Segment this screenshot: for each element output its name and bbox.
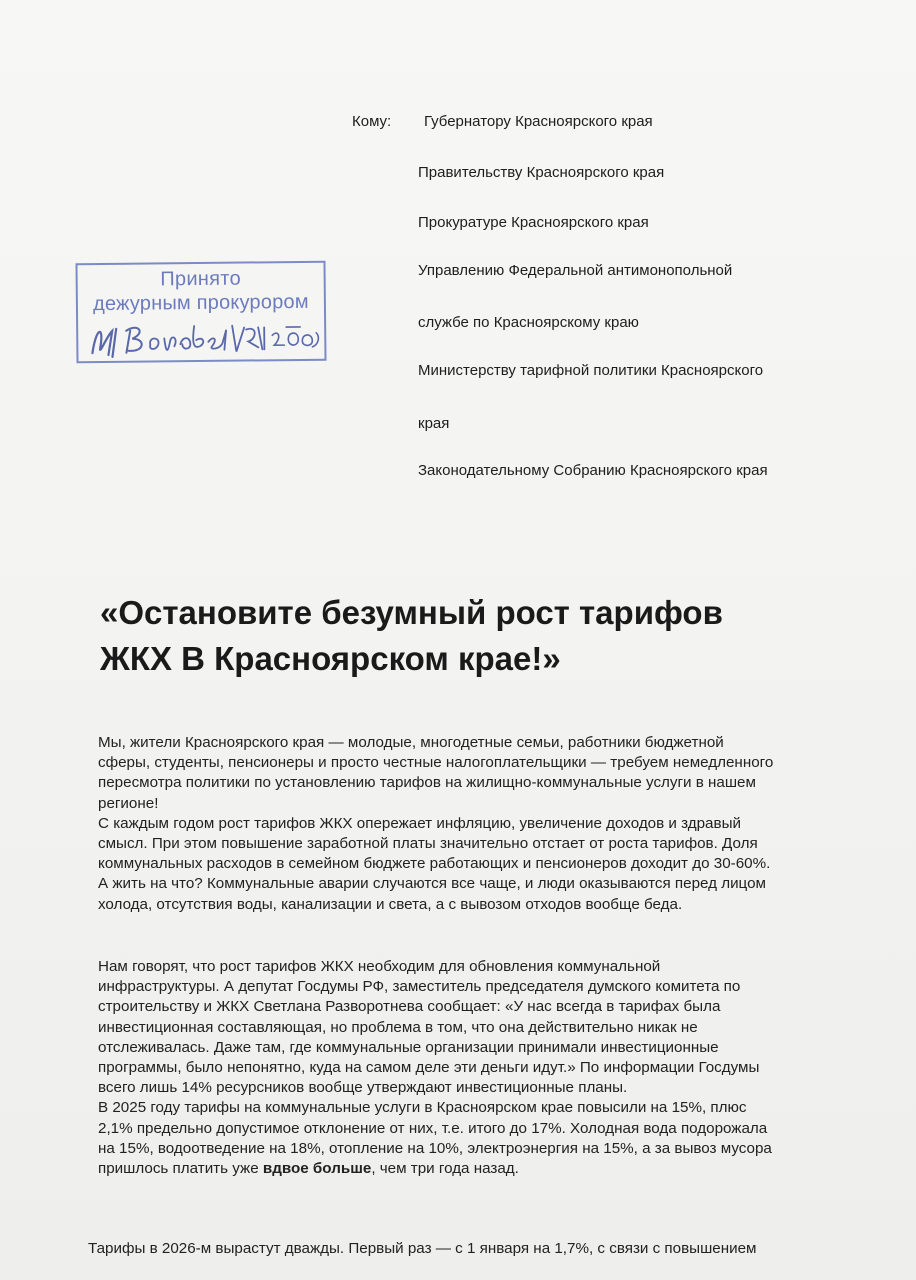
recipient-ministry-line1: Министерству тарифной политики Красноярского	[418, 362, 764, 379]
paragraph-line: всего лишь 14% ресурсников вообще утверждают инвестиционные планы.	[98, 1079, 628, 1097]
petition-title-line2: ЖКХ В Красноярском крае!»	[100, 640, 561, 677]
paragraph-line: инвестиционная составляющая, но проблема в том, что она действительно никак не	[98, 1018, 698, 1036]
paragraph-line: отслеживалась. Даже там, где коммунальные организации принимали инвестиционные	[98, 1038, 719, 1056]
paragraph-2026	[88, 1239, 848, 1259]
stamp-line-duty-prosecutor: дежурным прокурором	[92, 290, 309, 316]
recipient-government: Правительству Красноярского края	[418, 164, 665, 181]
paragraph-line: холода, отсутствия воды, канализации и света, а с вывозом отходов вообще беда.	[98, 895, 683, 913]
paragraph-line: инфраструктуры. А депутат Госдумы РФ, заместитель председателя думского комитета по	[98, 978, 741, 996]
stamp-line-accepted: Принято	[160, 267, 242, 291]
text-fragment: , чем три года назад.	[371, 1160, 519, 1178]
paragraph-line: коммунальных расходов в семейном бюджете работающих и пенсионеров доходит до 30-60%.	[98, 855, 771, 873]
paragraph-line: регионе!	[98, 794, 159, 812]
paragraph-line: 2,1% предельно допустимое отклонение от них, т.е. итого до 17%. Холодная вода подорожала	[98, 1119, 768, 1137]
paragraph-line: А жить на что? Коммунальные аварии случаются все чаще, и люди оказываются перед лицом	[98, 875, 766, 893]
paragraph-line: сферы, студенты, пенсионеры и просто честные налогоплательщики — требуем немедленного	[98, 754, 774, 772]
paragraph-line: смысл. При этом повышение заработной платы значительно отстает от роста тарифов. Доля	[98, 835, 758, 853]
recipient-prosecutor: Прокуратуре Красноярского края	[418, 214, 649, 231]
bold-emphasis: вдвое больше	[262, 1160, 372, 1178]
paragraph-line: С каждым годом рост тарифов ЖКХ опережает инфляцию, увеличение доходов и здравый	[98, 814, 741, 832]
paragraph-infrastructure	[88, 957, 848, 1179]
paragraph-line: Нам говорят, что рост тарифов ЖКХ необходим для обновления коммунальной	[98, 958, 661, 975]
paragraph-line-last	[88, 1159, 848, 1179]
komu-label: Кому:	[352, 113, 392, 130]
paragraph-line: В 2025 году тарифы на коммунальные услуги в Красноярском крае повысили на 15%, плюс	[98, 1099, 747, 1117]
paragraph-line: Тарифы в 2026-м вырастут дважды. Первый раз — с 1 января на 1,7%, с связи с повышением	[88, 1240, 757, 1257]
paragraph-line: пересмотра политики по установлению тарифов на жилищно-коммунальные услуги в нашем	[98, 774, 756, 792]
paragraph-line: программы, было непонятно, куда на самом деле эти деньги идут.» По информации Госдумы	[98, 1059, 760, 1077]
recipient-ministry-line2: края	[418, 415, 450, 432]
prosecutor-stamp	[75, 261, 326, 364]
paragraph-line: Мы, жители Красноярского края — молодые, многодетные семьи, работники бюджетной	[98, 734, 724, 751]
text-fragment: пришлось платить уже	[98, 1160, 263, 1178]
petition-title	[100, 590, 860, 682]
recipient-fas-line2: службе по Красноярскому краю	[418, 314, 639, 331]
paragraph-line: на 15%, водоотведение на 18%, отопление на 10%, электроэнергия на 15%, а за вывоз мусора	[98, 1139, 772, 1157]
stamp-signature-icon	[86, 315, 322, 361]
recipient-assembly: Законодательному Собранию Красноярского края	[418, 462, 768, 479]
petition-title-line1: «Остановите безумный рост тарифов	[100, 594, 723, 631]
paragraph-intro	[88, 733, 848, 915]
paragraph-line: строительству и ЖКХ Светлана Разворотнева сообщает: «У нас всегда в тарифах была	[98, 998, 721, 1016]
recipient-governor: Губернатору Красноярского края	[424, 113, 653, 130]
recipient-fas-line1: Управлению Федеральной антимонопольной	[418, 262, 733, 279]
